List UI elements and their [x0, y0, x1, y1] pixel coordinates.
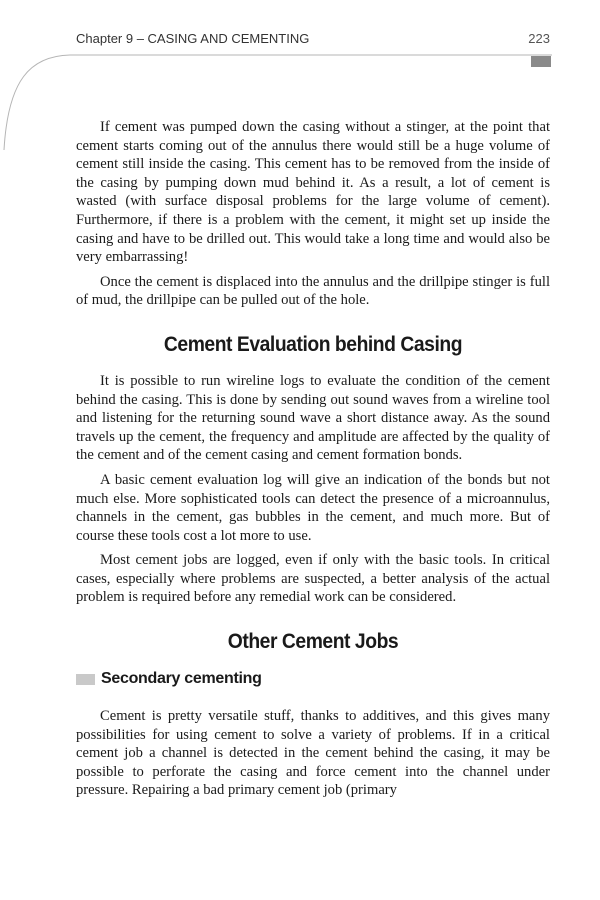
paragraph: It is possible to run wireline logs to evaluate the condition of the cement behind the casing. This is done by sending out sound waves from a wireline tool and listening for the returning sound wave a short distance away. As the sound travels up the cement, the frequency and amplitude are affected by the quality of the cement and of the cement casing and cement formation bonds. — [76, 372, 550, 464]
section-heading-cement-evaluation: Cement Evaluation behind Casing — [163, 332, 463, 356]
page-corner-marker — [531, 56, 551, 67]
subsection-heading-secondary-cementing — [76, 669, 550, 689]
header-swoosh — [4, 55, 70, 150]
subsection-title: Secondary cementing — [101, 670, 262, 688]
paragraph: A basic cement evaluation log will give an indication of the bonds but not much else. More sophisticated tools can detect the presence of a microannulus, channels in the cement, gas bubbles in the cement, and much more. But of course these tools cost a lot more to use. — [76, 471, 550, 544]
paragraph: Most cement jobs are logged, even if only with the basic tools. In critical cases, especially where problems are suspected, a better analysis of the actual problem is required before any remedial work can be considered. — [76, 552, 550, 606]
section-heading-other-cement-jobs: Other Cement Jobs — [227, 630, 399, 654]
page-body — [76, 118, 550, 806]
running-header — [76, 31, 550, 49]
paragraph: Cement is pretty versatile stuff, thanks to additives, and this gives many possibilities for using cement to solve a variety of problems. If in a critical cement job a channel is detected in the cement behind the casing, it may be possible to perforate the casing and force cement into the channel under pressure. Repairing a bad primary cement job (primary — [76, 708, 550, 799]
subsection-marker-bar — [76, 674, 95, 685]
chapter-title: Chapter 9 – CASING AND CEMENTING — [76, 31, 310, 46]
paragraph: Once the cement is displaced into the annulus and the drillpipe stinger is full of mud, the drillpipe can be pulled out of the hole. — [76, 273, 550, 309]
paragraph: If cement was pumped down the casing without a stinger, at the point that cement starts coming out of the annulus there would still be a huge volume of cement still inside the casing. This cement has to be removed from the inside of the casing by pumping down mud behind it. As a result, a lot of cement is wasted (with surface disposal problems for the large volume of cement). Furthermore, if there is a problem with the cement, it might set up inside the casing and have to be drilled out. This would take a long time and would also be very embarrassing! — [76, 119, 550, 266]
page-number: 223 — [528, 31, 550, 46]
